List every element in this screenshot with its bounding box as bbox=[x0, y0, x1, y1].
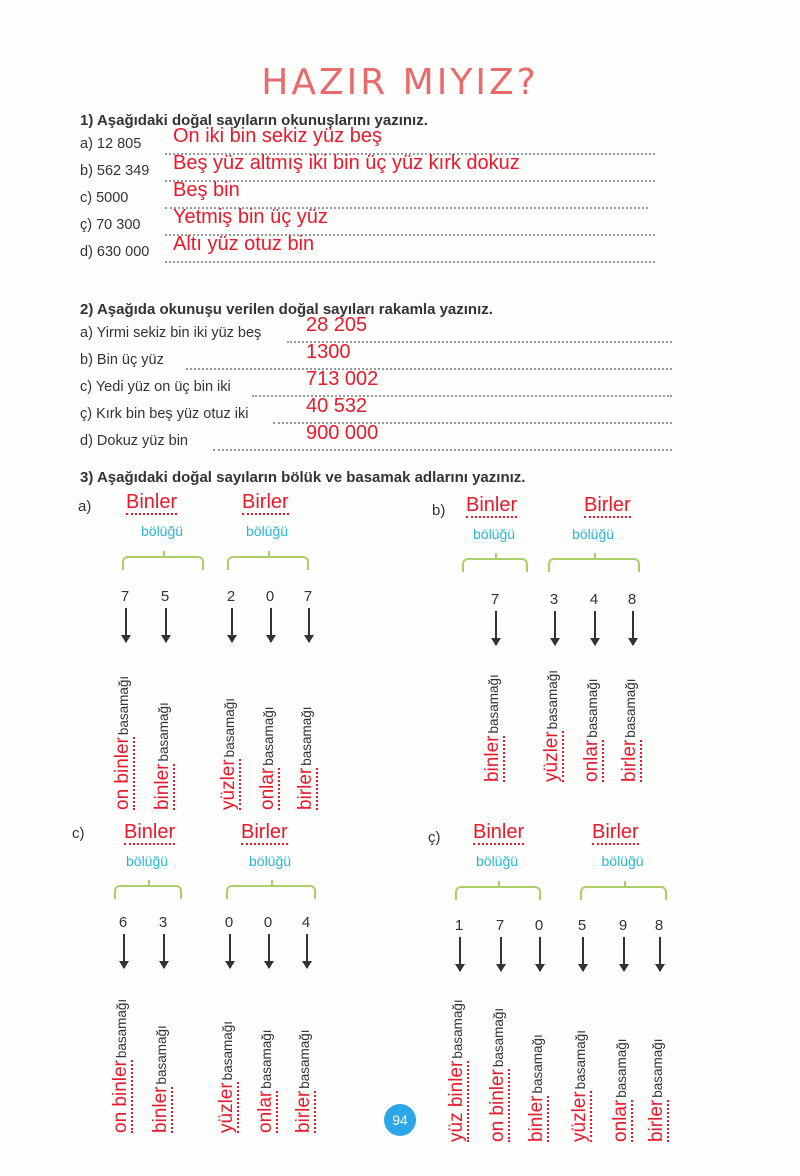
group-name: Binler bbox=[466, 494, 518, 516]
arrow-down bbox=[459, 937, 461, 971]
place-name: binler bbox=[482, 735, 503, 782]
arrow-down bbox=[308, 608, 310, 642]
group-word: bölüğü bbox=[572, 526, 615, 542]
section1-item-label: ç) 70 300 bbox=[80, 217, 141, 233]
place-label bbox=[257, 706, 279, 810]
place-label bbox=[482, 674, 504, 782]
group-brace bbox=[462, 558, 528, 572]
place-name: birler bbox=[293, 1090, 314, 1133]
place-label bbox=[150, 1025, 172, 1133]
section2-item-answer: 900 000 bbox=[306, 422, 379, 444]
arrow-down bbox=[500, 937, 502, 971]
group-brace bbox=[580, 886, 667, 900]
section2-item-answer: 1300 bbox=[306, 341, 351, 363]
arrow-down bbox=[495, 611, 497, 645]
place-name: birler bbox=[295, 767, 316, 810]
place-label bbox=[295, 706, 317, 810]
place-label bbox=[619, 678, 641, 782]
arrow-down bbox=[594, 611, 596, 645]
arrow-down bbox=[229, 934, 231, 968]
group-word: bölüğü bbox=[249, 853, 292, 869]
section1-heading: 1) Aşağıdaki doğal sayıların okunuşlarını yazınız. bbox=[80, 112, 428, 129]
digit: 1 bbox=[454, 917, 464, 934]
arrow-down bbox=[554, 611, 556, 645]
place-label bbox=[216, 1021, 238, 1133]
section2-item-label: d) Dokuz yüz bin bbox=[80, 433, 188, 449]
place-word: basamağı bbox=[545, 670, 560, 730]
group-brace bbox=[548, 558, 640, 572]
digit: 0 bbox=[534, 917, 544, 934]
digit: 4 bbox=[301, 914, 311, 931]
group-word: bölüğü bbox=[141, 523, 184, 539]
place-word: basamağı bbox=[259, 1029, 274, 1089]
section2-item-answer: 713 002 bbox=[306, 368, 379, 390]
place-name: birler bbox=[619, 739, 640, 782]
group-word: bölüğü bbox=[473, 526, 516, 542]
group-name: Birler bbox=[584, 494, 631, 516]
place-word: basamağı bbox=[261, 706, 276, 766]
digit: 7 bbox=[495, 917, 505, 934]
place-name: onlar bbox=[257, 767, 278, 810]
place-label bbox=[110, 999, 132, 1133]
place-name: yüzler bbox=[216, 1082, 237, 1133]
place-name: yüzler bbox=[569, 1091, 590, 1142]
group-word: bölüğü bbox=[246, 523, 289, 539]
place-name: on binler bbox=[112, 737, 133, 810]
place-name: binler bbox=[526, 1095, 547, 1142]
group-name: Binler bbox=[126, 491, 178, 513]
place-label bbox=[526, 1034, 548, 1142]
arrow-down bbox=[123, 934, 125, 968]
arrow-down bbox=[539, 937, 541, 971]
group-word: bölüğü bbox=[476, 853, 519, 869]
group-name: Birler bbox=[242, 491, 289, 513]
digit: 6 bbox=[118, 914, 128, 931]
place-name: onlar bbox=[610, 1099, 631, 1142]
place-label bbox=[255, 1029, 277, 1133]
arrow-down bbox=[270, 608, 272, 642]
arrow-down bbox=[306, 934, 308, 968]
place-name: on binler bbox=[110, 1060, 131, 1133]
place-word: basamağı bbox=[486, 674, 501, 734]
place-word: basamağı bbox=[154, 1025, 169, 1085]
place-word: basamağı bbox=[650, 1038, 665, 1098]
digit: 7 bbox=[303, 588, 313, 605]
place-word: basamağı bbox=[156, 702, 171, 762]
digit: 2 bbox=[226, 588, 236, 605]
place-name: on binler bbox=[487, 1069, 508, 1142]
arrow-down bbox=[268, 934, 270, 968]
arrow-down bbox=[231, 608, 233, 642]
place-name: binler bbox=[152, 763, 173, 810]
place-name: yüzler bbox=[218, 759, 239, 810]
place-label bbox=[541, 670, 563, 782]
section1-item-answer: Beş yüz altmış iki bin üç yüz kırk dokuz bbox=[173, 152, 520, 174]
place-name: binler bbox=[150, 1086, 171, 1133]
section2-item-label: c) Yedi yüz on üç bin iki bbox=[80, 379, 231, 395]
place-word: basamağı bbox=[116, 675, 131, 736]
digit: 3 bbox=[158, 914, 168, 931]
answer-line bbox=[165, 261, 655, 263]
place-word: basamağı bbox=[623, 678, 638, 738]
section1-item-label: d) 630 000 bbox=[80, 244, 150, 260]
part-letter: c) bbox=[72, 825, 85, 842]
section2-item-label: b) Bin üç yüz bbox=[80, 352, 164, 368]
place-label bbox=[218, 698, 240, 810]
digit: 4 bbox=[589, 591, 599, 608]
answer-line bbox=[213, 449, 672, 451]
place-name: onlar bbox=[255, 1090, 276, 1133]
digit: 8 bbox=[654, 917, 664, 934]
place-word: basamağı bbox=[299, 706, 314, 766]
arrow-down bbox=[163, 934, 165, 968]
place-name: birler bbox=[646, 1099, 667, 1142]
place-word: basamağı bbox=[491, 1007, 506, 1068]
arrow-down bbox=[582, 937, 584, 971]
arrow-down bbox=[165, 608, 167, 642]
place-label bbox=[152, 702, 174, 810]
part-letter: b) bbox=[432, 502, 446, 519]
digit: 5 bbox=[577, 917, 587, 934]
section1-item-answer: Yetmiş bin üç yüz bbox=[173, 206, 328, 228]
group-word: bölüğü bbox=[126, 853, 169, 869]
group-name: Birler bbox=[241, 821, 288, 843]
part-letter: ç) bbox=[428, 829, 441, 846]
section2-item-label: a) Yirmi sekiz bin iki yüz beş bbox=[80, 325, 262, 341]
arrow-down bbox=[125, 608, 127, 642]
section2-heading: 2) Aşağıda okunuşu verilen doğal sayıları rakamla yazınız. bbox=[80, 301, 493, 318]
digit: 3 bbox=[549, 591, 559, 608]
group-name: Binler bbox=[473, 821, 525, 843]
place-word: basamağı bbox=[222, 698, 237, 758]
place-word: basamağı bbox=[114, 998, 129, 1059]
place-label bbox=[569, 1030, 591, 1142]
place-label bbox=[646, 1038, 668, 1142]
place-word: basamağı bbox=[297, 1029, 312, 1089]
place-name: onlar bbox=[581, 739, 602, 782]
place-label bbox=[487, 1008, 509, 1142]
digit: 0 bbox=[224, 914, 234, 931]
place-word: basamağı bbox=[530, 1034, 545, 1094]
section1-item-answer: On iki bin sekiz yüz beş bbox=[173, 125, 382, 147]
place-word: basamağı bbox=[220, 1021, 235, 1081]
digit: 0 bbox=[263, 914, 273, 931]
section2-item-label: ç) Kırk bin beş yüz otuz iki bbox=[80, 406, 249, 422]
section1-item-answer: Altı yüz otuz bin bbox=[173, 233, 315, 255]
place-label bbox=[581, 678, 603, 782]
group-brace bbox=[122, 556, 204, 570]
page-title: HAZIR MIYIZ? bbox=[261, 62, 539, 103]
place-word: basamağı bbox=[573, 1030, 588, 1090]
section2-item-answer: 28 205 bbox=[306, 314, 368, 336]
digit: 5 bbox=[160, 588, 170, 605]
digit: 0 bbox=[265, 588, 275, 605]
group-brace bbox=[114, 885, 182, 899]
section2-item-answer: 40 532 bbox=[306, 395, 368, 417]
arrow-down bbox=[632, 611, 634, 645]
page-number-badge: 94 bbox=[384, 1104, 416, 1136]
section1-item-answer: Beş bin bbox=[173, 179, 240, 201]
digit: 7 bbox=[490, 591, 500, 608]
place-name: yüzler bbox=[541, 731, 562, 782]
group-word: bölüğü bbox=[601, 853, 644, 869]
group-name: Binler bbox=[124, 821, 176, 843]
place-label bbox=[610, 1038, 632, 1142]
group-name: Birler bbox=[592, 821, 639, 843]
place-label bbox=[446, 999, 468, 1142]
digit: 9 bbox=[618, 917, 628, 934]
place-word: basamağı bbox=[585, 678, 600, 738]
section1-item-label: c) 5000 bbox=[80, 190, 129, 206]
group-brace bbox=[455, 886, 541, 900]
group-brace bbox=[226, 885, 316, 899]
arrow-down bbox=[659, 937, 661, 971]
digit: 8 bbox=[627, 591, 637, 608]
place-label bbox=[112, 676, 134, 810]
answer-line bbox=[186, 368, 672, 370]
section1-item-label: a) 12 805 bbox=[80, 136, 142, 152]
section1-item-label: b) 562 349 bbox=[80, 163, 150, 179]
arrow-down bbox=[623, 937, 625, 971]
part-letter: a) bbox=[78, 498, 92, 515]
section3-heading: 3) Aşağıdaki doğal sayıların bölük ve basamak adlarını yazınız. bbox=[80, 469, 526, 486]
place-word: basamağı bbox=[614, 1038, 629, 1098]
digit: 7 bbox=[120, 588, 130, 605]
place-label bbox=[293, 1029, 315, 1133]
place-word: basamağı bbox=[450, 999, 465, 1059]
group-brace bbox=[227, 556, 309, 570]
place-name: yüz binler bbox=[446, 1060, 467, 1142]
